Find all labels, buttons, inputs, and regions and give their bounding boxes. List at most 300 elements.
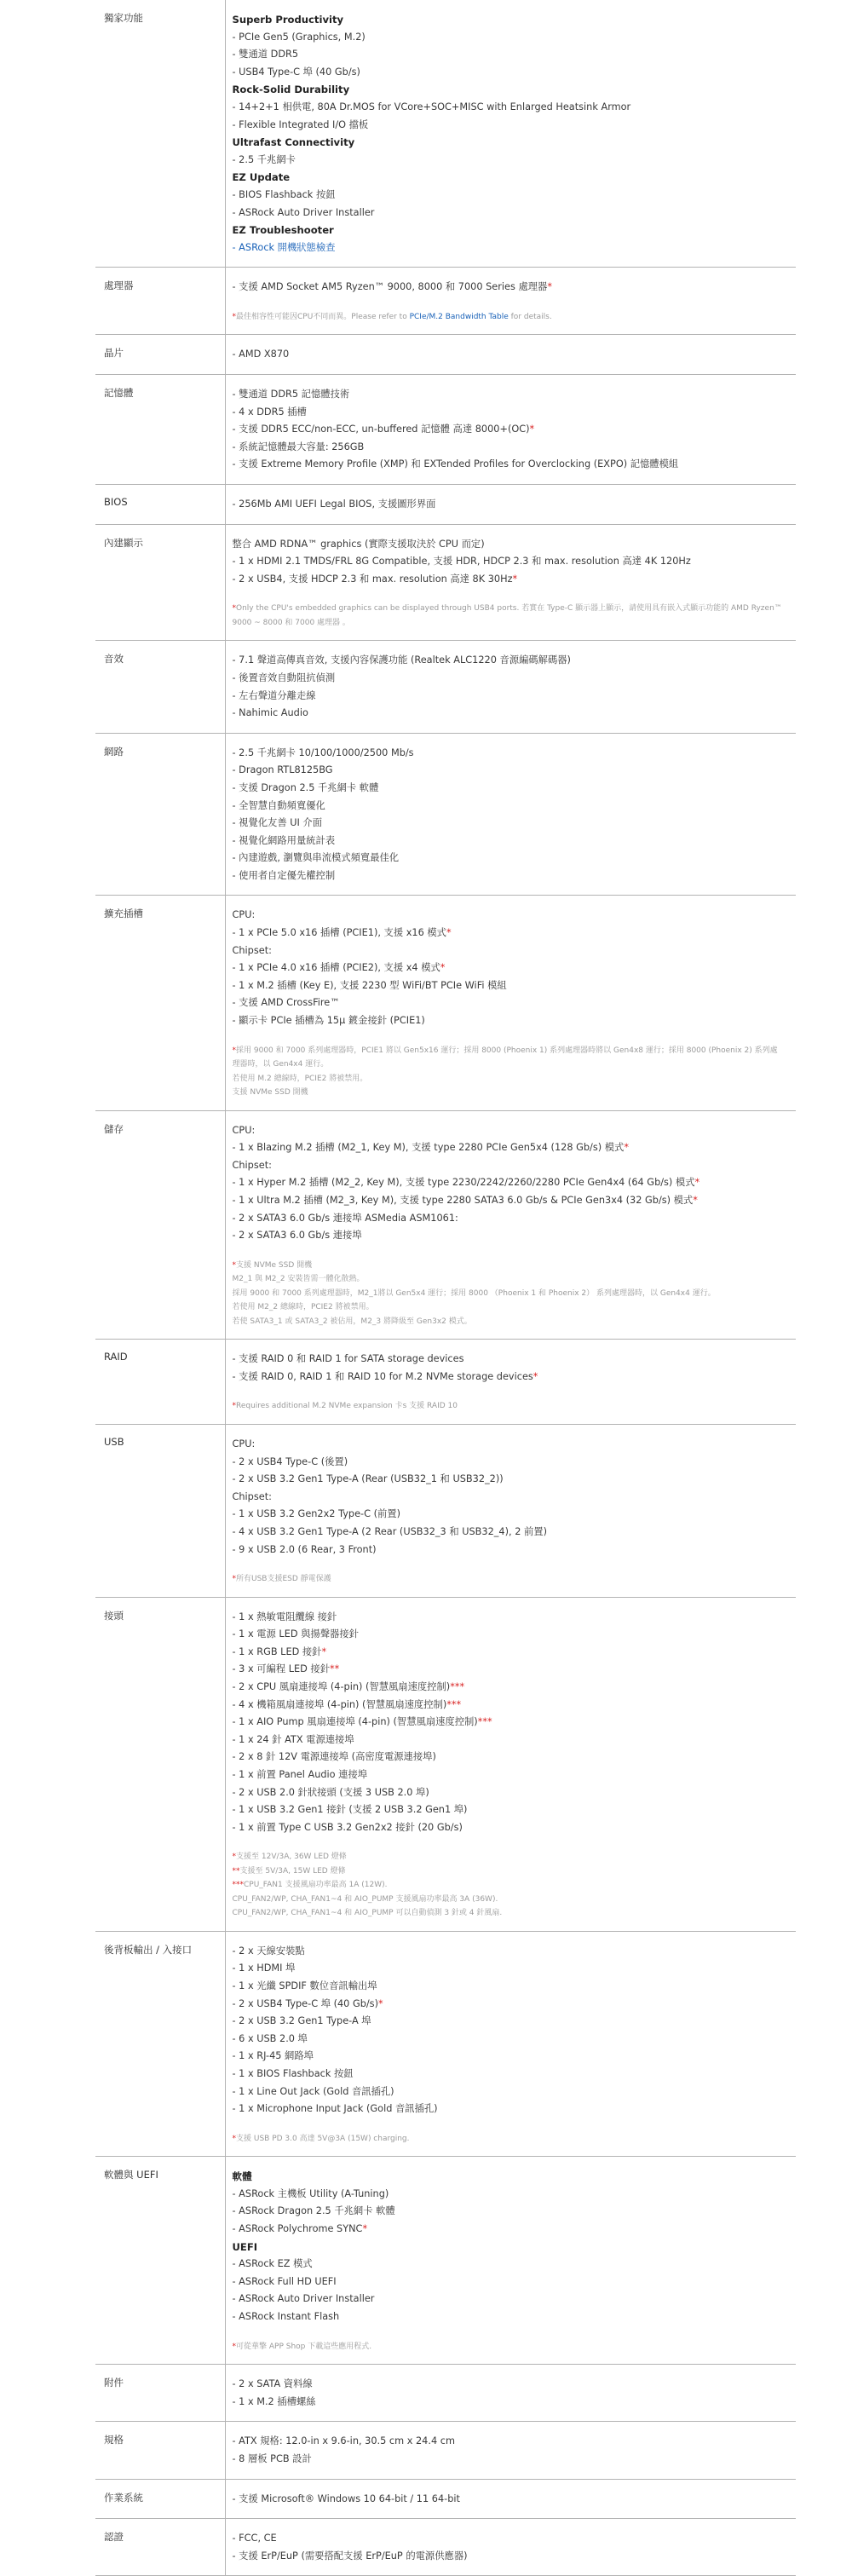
spec-row (95, 1340, 796, 1425)
feature-heading (233, 11, 797, 29)
footnote-text: CPU_FAN2/WP, CHA_FAN1~4 和 AIO_PUMP 支援風扇功率最高 3A (36W). (232, 1894, 498, 1904)
spec-line (233, 1679, 797, 1697)
spec-line-text: - 1 x RJ-45 網路埠 (232, 2050, 314, 2062)
spec-line (233, 187, 797, 205)
spec-label: 作業系統 (95, 2479, 225, 2519)
spec-line (233, 1139, 797, 1157)
feature-heading (233, 134, 797, 152)
spec-line-text: - 1 x PCIe 5.0 x16 插槽 (PCIE1), 支援 x16 模式 (232, 927, 446, 939)
footnote-marker: * (440, 962, 446, 974)
spec-row (95, 641, 796, 733)
footnote-text: for details. (508, 312, 552, 321)
footnote-text: 支援至 5V/3A, 15W LED 燈條 (239, 1866, 346, 1876)
spec-line (233, 456, 797, 474)
spec-value (225, 524, 796, 641)
spec-line (233, 762, 797, 780)
spec-label: 軟體與 UEFI (95, 2157, 225, 2365)
spec-value (225, 1110, 796, 1340)
spec-label: RAID (95, 1340, 225, 1425)
spec-line-text: - ASRock Dragon 2.5 千兆網卡 軟體 (232, 2205, 395, 2217)
spec-value (225, 2479, 796, 2519)
spec-line-text: 軟體 (232, 2170, 252, 2183)
spec-line-text: - 1 x Hyper M.2 插槽 (M2_2, Key M), 支援 type 2230/2242/2260/2280 PCIe Gen4x4 (64 Gb/s) 模式 (232, 1177, 695, 1189)
spec-line-text: - 支援 RAID 0 和 RAID 1 for SATA storage devices (232, 1353, 464, 1365)
spec-line (233, 2530, 797, 2548)
footnote (233, 1272, 797, 1287)
spec-line (233, 1192, 797, 1210)
spec-line (233, 977, 797, 995)
spec-label: 晶片 (95, 335, 225, 375)
footnote (233, 1259, 797, 1273)
spec-line (233, 1609, 797, 1627)
spec-line (233, 205, 797, 222)
spec-row (95, 268, 796, 335)
spec-line (233, 553, 797, 571)
spec-line-text: - 使用者自定優先權控制 (232, 869, 336, 881)
spec-line-text: - ASRock EZ 模式 (232, 2258, 313, 2270)
spec-line-text: - 1 x USB 3.2 Gen1 接針 (支援 2 USB 3.2 Gen1 埠) (232, 1804, 468, 1816)
spec-line (233, 117, 797, 135)
footnote-marker: * (532, 1370, 538, 1382)
spec-line-text: - 顯示卡 PCIe 插槽為 15μ 鍍金接針 (PCIE1) (232, 1015, 425, 1027)
spec-line-text: CPU: (232, 1124, 256, 1136)
spec-row (95, 1110, 796, 1340)
spec-line-text: - ASRock Full HD UEFI (232, 2275, 337, 2287)
spec-line-text: - 256Mb AMI UEFI Legal BIOS, 支援圖形界面 (232, 498, 436, 510)
footnote (233, 310, 797, 325)
footnote (233, 1072, 797, 1086)
footnote (233, 1572, 797, 1587)
spec-value (225, 2422, 796, 2479)
spec-line (233, 688, 797, 706)
spec-line (233, 850, 797, 867)
spec-line (233, 2031, 797, 2049)
spec-line-text: CPU: (232, 909, 256, 921)
spec-line (233, 1732, 797, 1749)
footnote-marker: *** (232, 1881, 244, 1890)
spec-line (233, 571, 797, 589)
spec-line (233, 1960, 797, 1978)
spec-line-text: - 雙通道 DDR5 記憶體技術 (232, 389, 350, 400)
spec-line (233, 745, 797, 763)
footnote-marker: * (232, 2342, 236, 2351)
spec-value (225, 375, 796, 485)
spec-line (233, 798, 797, 815)
footnote-marker: * (693, 1195, 698, 1206)
spec-line-text: - 1 x M.2 插槽 (Key E), 支援 2230 型 WiFi/BT PCIe WiFi 模組 (232, 979, 507, 991)
spec-line (233, 2376, 797, 2394)
footnote-text: Requires additional M.2 NVMe expansion 卡s 支援 RAID 10 (236, 1402, 458, 1411)
footnote-marker: * (362, 2223, 368, 2235)
footnote (233, 1399, 797, 1414)
spec-label: 接頭 (95, 1597, 225, 1931)
spec-line-text: - FCC, CE (232, 2533, 277, 2544)
spec-line-text: - Dragon RTL8125BG (232, 764, 333, 776)
footnote (233, 1300, 797, 1315)
footnotes (233, 1850, 797, 1921)
footnote (233, 1287, 797, 1301)
spec-label: 內建顯示 (95, 524, 225, 641)
spec-line-text: - 1 x HDMI 埠 (232, 1962, 296, 1974)
spec-line-text: - 後置音效自動阻抗偵測 (232, 671, 336, 683)
spec-line-text: - 支援 AMD CrossFire™ (232, 997, 340, 1009)
spec-line (233, 2221, 797, 2239)
spec-line (233, 2394, 797, 2412)
spec-line (233, 652, 797, 670)
footnote-text: 所有USB支援ESD 靜電保護 (236, 1575, 331, 1584)
spec-line (233, 1661, 797, 1679)
spec-line-text: - 2 x USB4, 支援 HDCP 2.3 和 max. resolution 高達 8K 30Hz (232, 573, 513, 585)
spec-line (233, 1174, 797, 1192)
footnote (233, 1864, 797, 1879)
spec-line-text: EZ Troubleshooter (232, 224, 334, 237)
spec-row (95, 335, 796, 375)
spec-line (233, 2433, 797, 2451)
spec-line-text: - 支援 Microsoft® Windows 10 64-bit / 11 64-bit (232, 2492, 460, 2504)
footnote (233, 1315, 797, 1329)
spec-label: 音效 (95, 641, 225, 733)
spec-line-text: - 2 x SATA 資料線 (232, 2378, 313, 2390)
spec-value (225, 896, 796, 1110)
spec-label: 附件 (95, 2365, 225, 2422)
spec-line-text: - 2 x 天線安裝點 (232, 1945, 305, 1956)
spec-line-text: - 1 x HDMI 2.1 TMDS/FRL 8G Compatible, 支援 HDR, HDCP 2.3 和 max. resolution 高達 4K 120Hz (232, 556, 691, 568)
spec-line (233, 1436, 797, 1454)
spec-value (225, 268, 796, 335)
spec-line-text: - 支援 RAID 0, RAID 1 和 RAID 10 for M.2 NVMe storage devices (232, 1370, 533, 1382)
footnote-text: 若使 SATA3_1 或 SATA3_2 被佔用，M2_3 將降級至 Gen3x2 模式。 (232, 1317, 472, 1326)
spec-line (233, 1210, 797, 1228)
spec-table (95, 0, 796, 2576)
spec-line (233, 152, 797, 170)
spec-label: USB (95, 1424, 225, 1597)
footnote (233, 1057, 797, 1072)
spec-line (233, 1012, 797, 1030)
spec-line (233, 1766, 797, 1784)
spec-line-text: - ASRock Auto Driver Installer (232, 2293, 375, 2305)
spec-label: BIOS (95, 484, 225, 524)
spec-line (233, 780, 797, 798)
spec-line (233, 1369, 797, 1386)
spec-line (233, 1978, 797, 1996)
spec-line-text: - Flexible Integrated I/O 擋板 (232, 118, 369, 130)
spec-line (233, 1801, 797, 1819)
spec-value (225, 733, 796, 896)
spec-value (225, 484, 796, 524)
spec-line-text: - 8 層板 PCB 設計 (232, 2452, 312, 2464)
spec-row (95, 1424, 796, 1597)
spec-line (233, 279, 797, 297)
spec-line (233, 404, 797, 422)
spec-label: 儲存 (95, 1110, 225, 1340)
spec-row (95, 733, 796, 896)
spec-line (233, 2491, 797, 2509)
footnote-text: 若使用 M.2 總線時，PCIE2 將被禁用。 (232, 1074, 368, 1083)
spec-line (233, 2451, 797, 2469)
spec-line (233, 2066, 797, 2083)
spec-line (233, 960, 797, 977)
spec-line (233, 942, 797, 960)
footnote-marker: * (232, 604, 236, 614)
footnote-text: 支援 USB PD 3.0 高達 5V@3A (15W) charging. (236, 2134, 410, 2143)
footnote-text: 採用 9000 和 7000 系列處理器時，M2_1將以 Gen5x4 運行；採用 8000 （Phoenix 1 和 Phoenix 2） 系列處理器時，以 Gen4x4 運行。 (232, 1288, 716, 1298)
spec-row (95, 2519, 796, 2576)
footnotes (233, 1259, 797, 1329)
spec-link[interactable] (233, 239, 797, 257)
spec-line (233, 2203, 797, 2221)
spec-line (233, 386, 797, 404)
spec-line-text: - 視覺化網路用量統計表 (232, 834, 336, 846)
spec-value (225, 1931, 796, 2156)
spec-line (233, 1122, 797, 1140)
spec-line (233, 421, 797, 439)
spec-line (233, 2101, 797, 2118)
spec-line (233, 1943, 797, 1961)
spec-line-text: - ASRock 主機板 Utility (A-Tuning) (232, 2187, 389, 2199)
spec-line (233, 346, 797, 364)
spec-line (233, 2548, 797, 2566)
spec-value (225, 641, 796, 733)
spec-value (225, 335, 796, 375)
spec-line (233, 1626, 797, 1644)
spec-line (233, 1351, 797, 1369)
spec-line-text: - 2 x USB 3.2 Gen1 Type-A (Rear (USB32_1 和 USB32_2)) (232, 1473, 504, 1485)
spec-value (225, 2157, 796, 2365)
spec-row (95, 2479, 796, 2519)
spec-line-text: - 14+2+1 相供電, 80A Dr.MOS for VCore+SOC+MISC with Enlarged Heatsink Armor (232, 101, 631, 112)
spec-row (95, 1597, 796, 1931)
spec-line (233, 1714, 797, 1732)
spec-line-text: - 1 x 前置 Type C USB 3.2 Gen2x2 接針 (20 Gb/s) (232, 1821, 463, 1833)
spec-line (233, 1227, 797, 1245)
spec-row (95, 375, 796, 485)
spec-label: 記憶體 (95, 375, 225, 485)
footnote-text: 9000 ~ 8000 和 7000 處理器 。 (232, 618, 350, 627)
footnote-marker: *** (450, 1681, 465, 1692)
spec-line (233, 1644, 797, 1662)
spec-line-text: - 系統記憶體最大容量: 256GB (232, 441, 365, 452)
footnotes (233, 2132, 797, 2147)
spec-line-text: - 支援 Dragon 2.5 千兆網卡 軟體 (232, 781, 379, 793)
footnote-marker: * (512, 573, 518, 585)
spec-line-text: - Nahimic Audio (232, 707, 308, 719)
footnote-marker: * (321, 1645, 327, 1657)
footnote-marker: * (232, 1853, 236, 1862)
spec-line-text: - 2.5 千兆網卡 10/100/1000/2500 Mb/s (232, 746, 414, 758)
spec-line (233, 2048, 797, 2066)
spec-line (233, 1819, 797, 1837)
footnote-text: CPU_FAN1 支援風扇功率最高 1A (12W). (244, 1881, 388, 1890)
spec-line-text: - 支援 AMD Socket AM5 Ryzen™ 9000, 8000 和 7000 Series 處理器 (232, 281, 548, 293)
spec-line-text: - 全智慧自動頻寬優化 (232, 799, 325, 811)
footnote-text: Only the CPU's embedded graphics can be displayed through USB4 ports. 若實在 Type-C 顯示器上顯示，請使用具有嵌入式顯示功能的 AMD Ryzen™ (236, 604, 782, 614)
spec-line-text: - 1 x AIO Pump 風扇連接埠 (4-pin) (智慧風扇速度控制) (232, 1716, 478, 1728)
spec-line (233, 1471, 797, 1489)
spec-line-text: Superb Productivity (232, 14, 344, 26)
spec-line-text: CPU: (232, 1438, 256, 1449)
footnote-text: 若使用 M2_2 總線時，PCIE2 將被禁用。 (232, 1303, 374, 1312)
footnotes (233, 2340, 797, 2354)
spec-line-text: - 1 x 光纖 SPDIF 數位音訊輸出埠 (232, 1980, 377, 1992)
footnote-text: 支援 NVMe SSD 開機 (236, 1260, 313, 1270)
spec-line-text: EZ Update (232, 171, 291, 184)
spec-line-text: - 2 x USB4 Type-C 埠 (40 Gb/s) (232, 1997, 378, 2009)
feature-heading (233, 2239, 797, 2256)
spec-line (233, 994, 797, 1012)
spec-line-text: - 6 x USB 2.0 埠 (232, 2032, 308, 2044)
spec-line-text: - BIOS Flashback 按鈕 (232, 188, 336, 200)
spec-line-text: - 2 x USB 2.0 針狀接頭 (支援 3 USB 2.0 埠) (232, 1786, 429, 1798)
spec-line-text: - 4 x 機箱風扇連接埠 (4-pin) (智慧風扇速度控制) (232, 1698, 447, 1710)
spec-line-text: Chipset: (232, 1159, 272, 1171)
spec-line (233, 2186, 797, 2204)
spec-line (233, 1542, 797, 1559)
footnotes (233, 1044, 797, 1100)
spec-line (233, 867, 797, 885)
spec-line-text: Ultrafast Connectivity (232, 136, 355, 149)
spec-row (95, 896, 796, 1110)
spec-line-text: - 3 x 可編程 LED 接針 (232, 1663, 331, 1675)
spec-line-text: - 1 x Blazing M.2 插槽 (M2_1, Key M), 支援 type 2280 PCIe Gen5x4 (128 Gb/s) 模式 (232, 1142, 625, 1154)
footnotes (233, 602, 797, 630)
spec-row (95, 2422, 796, 2479)
footnotes (233, 1572, 797, 1587)
spec-line (233, 1996, 797, 2014)
spec-line-text: - 雙通道 DDR5 (232, 49, 299, 61)
spec-line (233, 1506, 797, 1524)
spec-line (233, 1749, 797, 1766)
footnotes (233, 1399, 797, 1414)
spec-line (233, 29, 797, 47)
spec-line (233, 2013, 797, 2031)
footnote-marker: * (547, 281, 552, 293)
spec-line-text: UEFI (232, 2240, 258, 2253)
spec-line (233, 536, 797, 554)
footnote-text: 採用 9000 和 7000 系列處理器時，PCIE1 將以 Gen5x16 運行；採用 8000 (Phoenix 1) 系列處理器時將以 Gen4x8 運行；採用 8000 (Phoenix 2) 系列處 (236, 1046, 778, 1055)
footnote-marker: * (232, 1575, 236, 1584)
spec-line (233, 907, 797, 925)
footnote-marker: * (232, 1402, 236, 1411)
footnotes (233, 310, 797, 325)
spec-value (225, 0, 796, 268)
spec-line-text: - 視覺化友善 UI 介面 (232, 817, 323, 829)
spec-line-text: Chipset: (232, 1490, 272, 1502)
spec-row (95, 524, 796, 641)
spec-value (225, 1424, 796, 1597)
footnote (233, 1893, 797, 1907)
spec-label: 擴充插槽 (95, 896, 225, 1110)
footnote-text: 最佳相容性可能因CPU不同而異。Please refer to (236, 312, 410, 321)
spec-line (233, 815, 797, 833)
spec-value (225, 2365, 796, 2422)
spec-line (233, 1784, 797, 1802)
spec-line-text: - 1 x Line Out Jack (Gold 音訊插孔) (232, 2085, 394, 2097)
spec-line-text: - ASRock Polychrome SYNC (232, 2223, 363, 2235)
footnote (233, 1878, 797, 1893)
spec-label: 後背板輸出 / 入接口 (95, 1931, 225, 2156)
bandwidth-table-link[interactable]: PCIe/M.2 Bandwidth Table (409, 312, 509, 321)
spec-line (233, 1489, 797, 1507)
spec-line-text: - 2 x SATA3 6.0 Gb/s 連接埠 (232, 1230, 362, 1242)
spec-line-text: 整合 AMD RDNA™ graphics (實際支援取決於 CPU 而定) (232, 538, 485, 550)
spec-value (225, 1340, 796, 1425)
footnote (233, 616, 797, 631)
spec-line (233, 925, 797, 942)
spec-line-text: - 支援 DDR5 ECC/non-ECC, un-buffered 記憶體 高達 8000+(OC) (232, 424, 530, 435)
spec-line-text: - 1 x M.2 插槽螺絲 (232, 2395, 316, 2407)
spec-line-text: - 1 x 熱敏電阻纜線 接針 (232, 1611, 337, 1622)
spec-row (95, 2157, 796, 2365)
spec-label: 處理器 (95, 268, 225, 335)
spec-line-text: Chipset: (232, 944, 272, 956)
spec-line-text: - 7.1 聲道高傳真音效, 支援內容保護功能 (Realtek ALC1220 音源編碼解碼器) (232, 654, 571, 666)
spec-line-text: - 2.5 千兆網卡 (232, 153, 296, 165)
footnote-text: M2_1 與 M2_2 安裝皆需一體化散熱。 (232, 1275, 365, 1284)
spec-line-text: - 2 x USB 3.2 Gen1 Type-A 埠 (232, 2015, 371, 2027)
footnote-marker: * (232, 1260, 236, 1270)
spec-line-text: - 2 x USB4 Type-C (後置) (232, 1455, 348, 1467)
spec-value (225, 2519, 796, 2576)
spec-line (233, 2256, 797, 2273)
footnote-text: 理器時，以 Gen4x4 運行。 (232, 1060, 329, 1069)
spec-line-text: - 內建遊戲, 瀏覽與串流模式頻寬最佳化 (232, 852, 400, 864)
spec-line-text: - ATX 規格: 12.0-in x 9.6-in, 30.5 cm x 24.4 cm (232, 2435, 455, 2447)
spec-label: 獨家功能 (95, 0, 225, 268)
footnote-marker: *** (477, 1716, 492, 1728)
spec-line (233, 1454, 797, 1472)
spec-line-text: - USB4 Type-C 埠 (40 Gb/s) (232, 66, 360, 78)
footnote-text: 可從華擎 APP Shop 下載這些應用程式. (236, 2342, 372, 2351)
footnote (233, 602, 797, 616)
footnote-text: 支援至 12V/3A, 36W LED 燈條 (236, 1853, 347, 1862)
footnote (233, 2340, 797, 2354)
spec-label: 認證 (95, 2519, 225, 2576)
spec-row (95, 484, 796, 524)
spec-line (233, 2308, 797, 2326)
spec-line-text: Rock-Solid Durability (232, 84, 350, 96)
feature-heading (233, 222, 797, 239)
spec-line (233, 705, 797, 723)
spec-line-text: - 1 x 前置 Panel Audio 連接埠 (232, 1768, 368, 1780)
spec-line-text: - 1 x BIOS Flashback 按鈕 (232, 2068, 354, 2079)
spec-line (233, 2083, 797, 2101)
footnote-marker: * (529, 424, 535, 435)
spec-line-text: - ASRock 開機狀態檢查 (232, 241, 336, 253)
spec-row (95, 2365, 796, 2422)
feature-heading (233, 2168, 797, 2186)
feature-heading (233, 81, 797, 99)
spec-line-text: - 支援 Extreme Memory Profile (XMP) 和 EXTended Profiles for Overclocking (EXPO) 記憶體模組 (232, 458, 679, 470)
spec-line-text: - 1 x PCIe 4.0 x16 插槽 (PCIE2), 支援 x4 模式 (232, 962, 440, 974)
spec-line (233, 833, 797, 850)
spec-line-text: - 2 x 8 針 12V 電源連接埠 (高密度電源連接埠) (232, 1751, 436, 1763)
footnote (233, 1906, 797, 1921)
footnote-marker: *** (446, 1698, 462, 1710)
spec-line (233, 46, 797, 64)
spec-line-text: - PCIe Gen5 (Graphics, M.2) (232, 31, 366, 43)
spec-line (233, 1524, 797, 1542)
spec-line (233, 2273, 797, 2291)
spec-table-body (95, 0, 796, 2576)
spec-value (225, 1597, 796, 1931)
footnote-marker: * (232, 1046, 236, 1055)
spec-line (233, 99, 797, 117)
footnote-marker: * (232, 312, 236, 321)
spec-line-text: - 1 x 24 針 ATX 電源連接埠 (232, 1733, 354, 1745)
spec-row (95, 1931, 796, 2156)
spec-line-text: - 2 x CPU 風扇連接埠 (4-pin) (智慧風扇速度控制) (232, 1681, 451, 1692)
spec-line (233, 1697, 797, 1714)
